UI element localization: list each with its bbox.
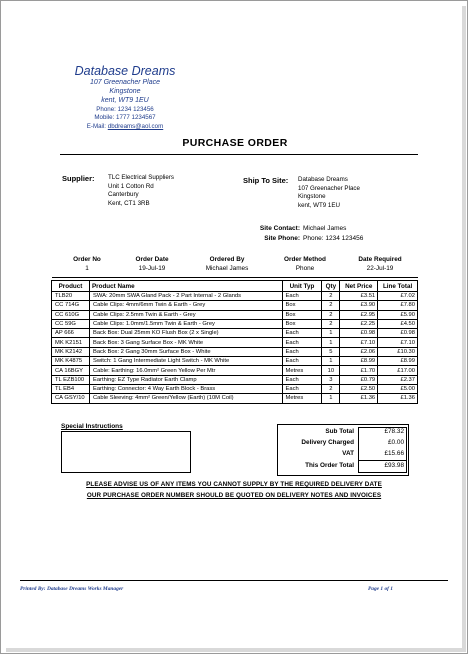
special-instructions-box — [61, 431, 191, 473]
table-header-row — [52, 281, 418, 292]
unit-type-cell: Metres — [282, 366, 322, 375]
total-divider — [358, 460, 406, 461]
net-price-cell: £0.79 — [340, 375, 378, 384]
order-total-row — [278, 462, 408, 473]
phone-label: Phone: — [96, 106, 116, 113]
qty-cell: 10 — [322, 366, 340, 375]
order-date-label: Order Date — [135, 256, 169, 263]
date-required-col — [342, 255, 418, 273]
line-total-cell: £7.10 — [378, 338, 418, 347]
ship-to-address-line: Database Dreams — [298, 176, 348, 183]
company-email — [60, 123, 190, 130]
qty-cell: 1 — [322, 338, 340, 347]
company-block — [60, 64, 190, 130]
ship-to-address-line: 107 Greenacher Place — [298, 184, 360, 192]
table-row — [52, 366, 418, 375]
line-total-cell: £7.02 — [378, 292, 418, 301]
line-total-cell: £7.80 — [378, 301, 418, 310]
table-row — [52, 338, 418, 347]
col-unit-type: Unit Typ — [282, 281, 322, 292]
order-no-label: Order No — [73, 256, 101, 263]
table-row — [52, 319, 418, 328]
ordered-by-value: Michael James — [205, 265, 249, 272]
notice-line: OUR PURCHASE ORDER NUMBER SHOULD BE QUOTED ON DELIVERY NOTES AND INVOICES — [86, 492, 382, 499]
title-divider — [60, 154, 418, 155]
ordered-by-label: Ordered By — [209, 256, 245, 263]
footer-divider — [20, 580, 448, 581]
table-row — [52, 357, 418, 366]
line-total-cell: £17.00 — [378, 366, 418, 375]
net-price-cell: £3.90 — [340, 301, 378, 310]
site-contact-row — [220, 224, 363, 234]
ordered-by-col — [192, 255, 262, 273]
unit-type-cell: Metres — [282, 394, 322, 403]
delivery-row — [278, 439, 408, 450]
net-price-cell: £2.50 — [340, 384, 378, 393]
page-number: Page 1 of 1 — [368, 586, 394, 592]
product-code-cell: CC 610G — [52, 310, 90, 319]
order-method-col — [270, 255, 340, 273]
supplier-address-line: Unit 1 Cotton Rd — [108, 182, 154, 190]
table-row — [52, 394, 418, 403]
net-price-cell: £8.99 — [340, 357, 378, 366]
ship-to-address-line: Kingstone — [298, 193, 326, 201]
company-name: Database Dreams — [74, 64, 176, 78]
supplier-address-line: TLC Electrical Suppliers — [108, 174, 175, 181]
product-name-cell: Cable Clips: 4mm/6mm Twin & Earth - Grey — [89, 301, 282, 310]
site-contact-value: Michael James — [303, 225, 347, 232]
company-address-line: Kingstone — [109, 88, 141, 95]
unit-type-cell: Box — [282, 301, 322, 310]
unit-type-cell: Each — [282, 292, 322, 301]
product-code-cell: CC 714G — [52, 301, 90, 310]
net-price-cell: £3.51 — [340, 292, 378, 301]
email-link[interactable]: dbdreams@aol.com — [107, 122, 164, 130]
line-total-cell: £0.98 — [378, 329, 418, 338]
table-row — [52, 375, 418, 384]
supplier-label: Supplier: — [62, 174, 95, 183]
product-code-cell: AP 666 — [52, 329, 90, 338]
unit-type-cell: Each — [282, 384, 322, 393]
ship-to-address — [298, 176, 360, 210]
line-items-table — [51, 280, 418, 404]
line-total-cell: £4.50 — [378, 319, 418, 328]
product-code-cell: TL EB4 — [52, 384, 90, 393]
col-product-name: Product Name — [89, 281, 282, 292]
line-total-cell: £8.99 — [378, 357, 418, 366]
product-name-cell: Cable Clips: 1.0mm/1.5mm Twin & Earth - Grey — [89, 319, 282, 328]
product-code-cell: CC 59G — [52, 319, 90, 328]
order-date-value: 19-Jul-19 — [138, 265, 166, 272]
order-method-value: Phone — [295, 265, 315, 272]
product-code-cell: MK K2142 — [52, 347, 90, 356]
product-name-cell: Back Box: 2 Gang 30mm Surface Box - White — [89, 347, 282, 356]
unit-type-cell: Box — [282, 319, 322, 328]
line-total-cell: £5.00 — [378, 384, 418, 393]
mobile-value: 1777 1234567 — [116, 114, 156, 122]
date-required-label: Date Required — [358, 256, 402, 263]
unit-type-cell: Each — [282, 338, 322, 347]
line-total-cell: £5.90 — [378, 310, 418, 319]
qty-cell: 2 — [322, 319, 340, 328]
col-line-total: Line Total — [378, 281, 418, 292]
email-label: E-Mail: — [86, 122, 107, 130]
vat-label: VAT — [342, 450, 354, 457]
site-contact-label: Site Contact: — [259, 225, 300, 232]
company-mobile — [60, 114, 190, 122]
product-name-cell: Cable: Earthing: 16.0mm² Green Yellow Per Mtr — [89, 366, 282, 375]
product-name-cell: Switch: 1 Gang Intermediate Light Switch - MK White — [89, 357, 282, 366]
ship-to-label: Ship To Site: — [243, 176, 289, 185]
line-total-cell: £1.36 — [378, 394, 418, 403]
product-name-cell: Cable Clips: 2.5mm Twin & Earth - Grey — [89, 310, 282, 319]
site-details — [220, 224, 363, 243]
order-header — [52, 255, 418, 277]
sub-total-row — [278, 428, 408, 439]
product-name-cell: Back Box: Dual 25mm KO Flush Box (2 x Single) — [89, 329, 282, 338]
qty-cell: 2 — [322, 384, 340, 393]
mobile-label: Mobile: — [94, 114, 115, 122]
qty-cell: 1 — [322, 357, 340, 366]
qty-cell: 1 — [322, 394, 340, 403]
qty-cell: 1 — [322, 329, 340, 338]
table-row — [52, 347, 418, 356]
order-header-divider — [52, 277, 418, 278]
product-name-cell: Cable Sleeving: 4mm² Green/Yellow (Earth) (10M Coil) — [89, 394, 282, 403]
delivery-value: £0.00 — [388, 439, 404, 446]
table-row — [52, 384, 418, 393]
date-required-value: 22-Jul-19 — [366, 265, 394, 272]
product-code-cell: TL EZB100 — [52, 375, 90, 384]
unit-type-cell: Box — [282, 310, 322, 319]
sub-total-label: Sub Total — [325, 428, 354, 435]
delivery-label: Delivery Charged — [301, 439, 354, 446]
product-name-cell: SWA: 20mm SWA Gland Pack - 2 Part Internal - 2 Glands — [89, 292, 282, 301]
order-method-label: Order Method — [284, 256, 326, 263]
qty-cell: 2 — [322, 310, 340, 319]
net-price-cell: £2.06 — [340, 347, 378, 356]
unit-type-cell: Each — [282, 347, 322, 356]
notice-line: PLEASE ADVISE US OF ANY ITEMS YOU CANNOT SUPPLY BY THE REQUIRED DELIVERY DATE — [86, 481, 382, 488]
product-code-cell: MK K4875 — [52, 357, 90, 366]
col-qty: Qty — [322, 281, 340, 292]
net-price-cell: £2.25 — [340, 319, 378, 328]
order-total-label: This Order Total — [305, 462, 354, 469]
page-shadow-right — [462, 6, 466, 652]
unit-type-cell: Each — [282, 357, 322, 366]
delivery-notices — [40, 479, 428, 501]
page-title: PURCHASE ORDER — [182, 137, 288, 149]
net-price-cell: £1.70 — [340, 366, 378, 375]
company-phone — [60, 106, 190, 114]
qty-cell: 2 — [322, 301, 340, 310]
supplier-address-line: Canterbury — [108, 191, 139, 199]
table-row — [52, 329, 418, 338]
table-row — [52, 310, 418, 319]
product-code-cell: MK K2151 — [52, 338, 90, 347]
special-instructions-label: Special Instructions — [61, 423, 123, 430]
company-address-line: kent, WT9 1EU — [101, 97, 149, 104]
product-code-cell: CA GSY/10 — [52, 394, 90, 403]
line-total-cell: £10.30 — [378, 347, 418, 356]
order-date-col — [117, 255, 187, 273]
order-no-value: 1 — [85, 265, 89, 272]
ship-to-address-line: kent, WT9 1EU — [298, 201, 340, 209]
product-code-cell: CA 16BGY — [52, 366, 90, 375]
totals-box — [277, 424, 409, 476]
unit-type-cell: Each — [282, 375, 322, 384]
order-no-col — [52, 255, 122, 273]
table-row — [52, 292, 418, 301]
company-address-line: 107 Greenacher Place — [89, 79, 161, 86]
product-code-cell: TLB20 — [52, 292, 90, 301]
net-price-cell: £2.95 — [340, 310, 378, 319]
supplier-address — [108, 174, 174, 208]
line-total-cell: £2.37 — [378, 375, 418, 384]
net-price-cell: £1.36 — [340, 394, 378, 403]
page-shadow-bottom — [6, 648, 466, 652]
site-phone-row — [220, 234, 363, 244]
order-total-value: £93.98 — [384, 462, 404, 469]
col-product: Product — [52, 281, 90, 292]
sub-total-value: £78.32 — [384, 428, 404, 435]
product-name-cell: Back Box: 3 Gang Surface Box - MK White — [89, 338, 282, 347]
printed-by: Printed By: Database Dreams Works Manager — [20, 586, 124, 592]
phone-value: 1234 123456 — [117, 106, 154, 113]
vat-value: £15.66 — [384, 450, 404, 457]
qty-cell: 3 — [322, 375, 340, 384]
qty-cell: 5 — [322, 347, 340, 356]
site-phone-value: Phone: 1234 123456 — [303, 234, 364, 242]
site-phone-label: Site Phone: — [264, 234, 300, 242]
unit-type-cell: Each — [282, 329, 322, 338]
product-name-cell: Earthing: EZ Type Radiator Earth Clamp — [89, 375, 282, 384]
supplier-address-line: Kent, CT1 3RB — [108, 199, 150, 207]
net-price-cell: £7.10 — [340, 338, 378, 347]
qty-cell: 2 — [322, 292, 340, 301]
table-row — [52, 301, 418, 310]
product-name-cell: Earthing: Connector: 4 Way Earth Block - Brass — [89, 384, 282, 393]
col-net-price: Net Price — [340, 281, 378, 292]
net-price-cell: £0.98 — [340, 329, 378, 338]
